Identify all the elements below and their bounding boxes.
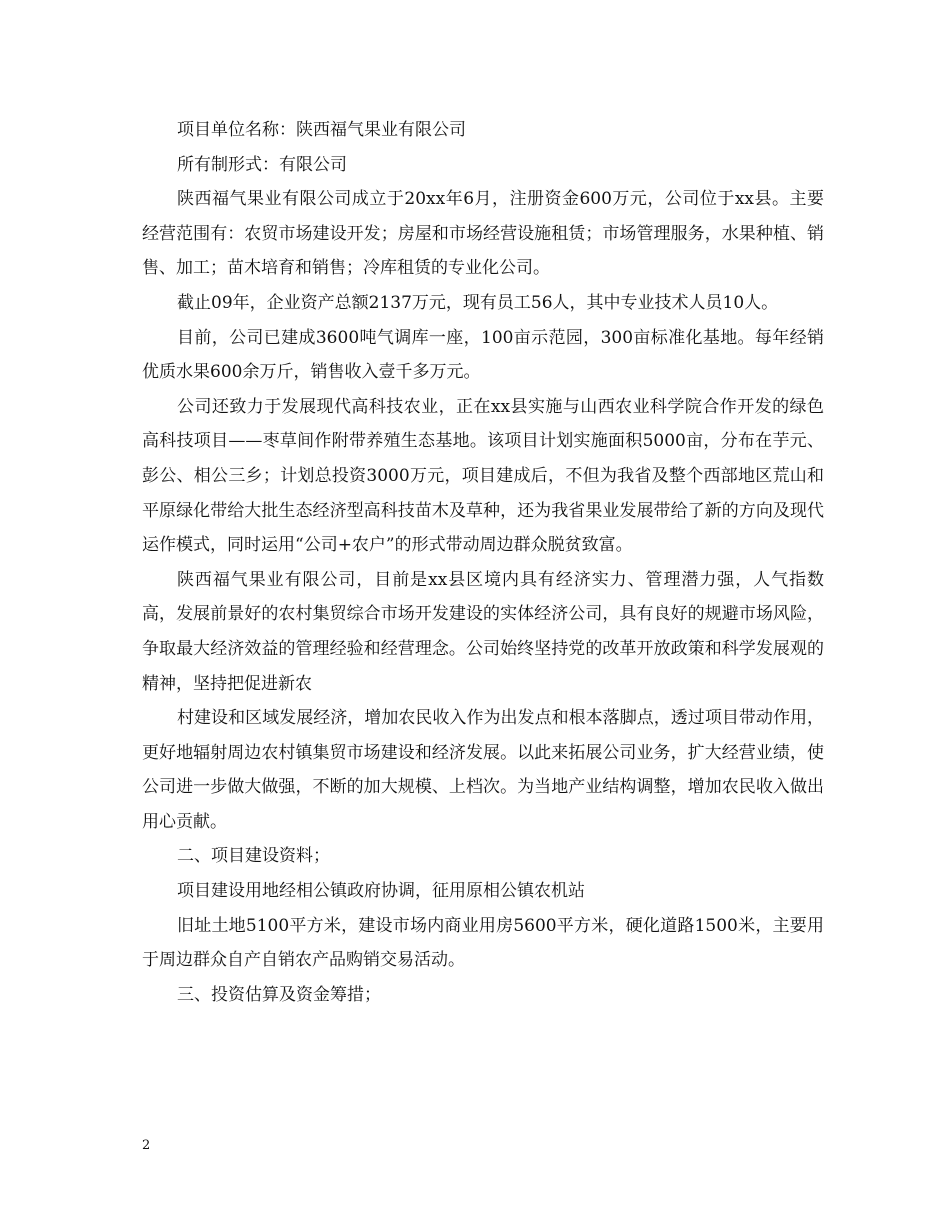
paragraph-company-founding: 陕西福气果业有限公司成立于20xx年6月，注册资金600万元，公司位于xx县。主要经营范围有：农贸市场建设开发；房屋和市场经营设施租赁；市场管理服务，水果种植、销售、加工；苗木培育和销售；冷库租赁的专业化公司。 [142,189,824,279]
paragraph-land-acquisition: 项目建设用地经相公镇政府协调，征用原相公镇农机站 [177,881,585,902]
paragraph-ownership-form: 所有制形式：有限公司 [177,154,347,175]
section-heading-construction: 二、项目建设资料； [177,846,330,867]
paragraph-company-profile: 陕西福气果业有限公司，目前是xx县区境内具有经济实力、管理潜力强，人气指数高，发展前景好的农村集贸综合市场开发建设的实体经济公司，具有良好的规避市场风险，争取最大经济效益的管理经验和经营理念。公司始终坚持党的改革开放政策和科学发展观的精神，坚持把促进新农 [142,569,824,694]
paragraph-current-facilities: 目前，公司已建成3600吨气调库一座，100亩示范园，300亩标准化基地。每年经销优质水果600余万斤，销售收入壹千多万元。 [142,327,824,383]
page-number: 2 [142,1138,151,1153]
paragraph-assets-staff: 截止09年，企业资产总额2137万元，现有员工56人，其中专业技术人员10人。 [177,292,779,313]
section-heading-investment: 三、投资估算及资金筹措； [177,984,381,1005]
paragraph-hightech-agriculture: 公司还致力于发展现代高科技农业，正在xx县实施与山西农业科学院合作开发的绿色高科技项目——枣草间作附带养殖生态基地。该项目计划实施面积5000亩，分布在芋元、彭公、相公三乡；计划总投资3000万元，项目建成后，不但为我省及整个西部地区荒山和平原绿化带给大批生态经济型高科技苗木及草种，还为我省果业发展带给了新的方向及现代运作模式，同时运用“公司+农户”的形式带动周边群众脱贫致富。 [142,396,824,556]
paragraph-rural-development: 村建设和区域发展经济，增加农民收入作为出发点和根本落脚点，透过项目带动作用，更好地辐射周边农村镇集贸市场建设和经济发展。以此来拓展公司业务，扩大经营业绩，使公司进一步做大做强，不断的加大规模、上档次。为当地产业结构调整，增加农民收入做出用心贡献。 [142,708,824,832]
document-body [142,113,824,1012]
paragraph-project-unit-name: 项目单位名称：陕西福气果业有限公司 [177,120,466,140]
paragraph-land-area: 旧址土地5100平方米，建设市场内商业用房5600平方米，硬化道路1500米，主要用于周边群众自产自销农产品购销交易活动。 [142,915,824,971]
